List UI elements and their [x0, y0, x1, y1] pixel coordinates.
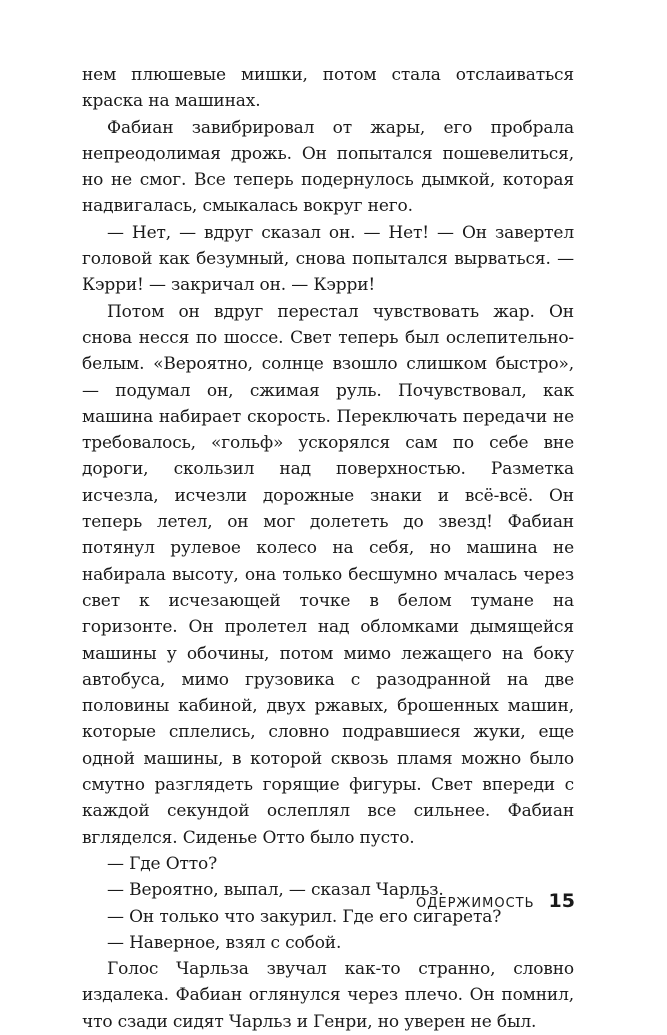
paragraph: Фабиан завибрировал от жары, его пробрала непреодолимая дрожь. Он попытался пошевелиться, но не смог. Все теперь подернулось дымкой, которая надвигалась, смыкалась вокруг него. — [82, 117, 574, 217]
paragraph: нем плюшевые мишки, потом стала отслаиваться краска на машинах. — [82, 65, 574, 112]
page-number: 15 — [548, 890, 575, 912]
dialogue-line: — Вероятно, выпал, — сказал Чарльз. — [107, 880, 444, 901]
dialogue-line: — Где Отто? — [107, 853, 218, 874]
paragraph: Голос Чарльза звучал как-то странно, словно издалека. Фабиан оглянулся через плечо. Он помнил, что сзади сидят Чарльз и Генри, но уверен не был. — [82, 959, 574, 1032]
running-head: ОДЕРЖИМОСТЬ — [415, 896, 535, 911]
paragraph: — Нет, — вдруг сказал он. — Нет! — Он завертел головой как безумный, снова попытался вырваться. — Кэрри! — закричал он. — Кэрри! — [82, 222, 574, 296]
paragraph: Потом он вдруг перестал чувствовать жар. Он снова несся по шоссе. Свет теперь был ослепительно-белым. «Вероятно, солнце взошло слишком быстро», — подумал он, сжимая руль. Почувствовал, как машина набирает скорость. Переключать передачи не требовалось, «гольф» ускорялся сам по себе вне дороги, скользил над поверхностью. Разметка исчезла, исчезли дорожные знаки и всё-всё. Он теперь летел, он мог долететь до звезд! Фабиан потянул рулевое колесо на себя, но машина не набирала высоту, она только бесшумно мчалась через свет к исчезающей точке в белом тумане на горизонте. Он пролетел над обломками дымящейся машины у обочины, потом мимо лежащего на боку автобуса, мимо грузовика с разодранной на две половины кабиной, двух ржавых, брошенных машин, которые сплелись, словно подравшиеся жуки, еще одной машины, в которой сквозь пламя можно было смутно разглядеть горящие фигуры. Свет впереди с каждой секундой ослеплял все сильнее. Фабиан вгляделся. Сиденье Отто было пусто. — [82, 301, 574, 848]
dialogue-line: — Он только что закурил. Где его сигарета? — [107, 906, 502, 927]
page-footer — [416, 890, 575, 912]
dialogue-line: — Наверное, взял с собой. — [107, 932, 342, 953]
